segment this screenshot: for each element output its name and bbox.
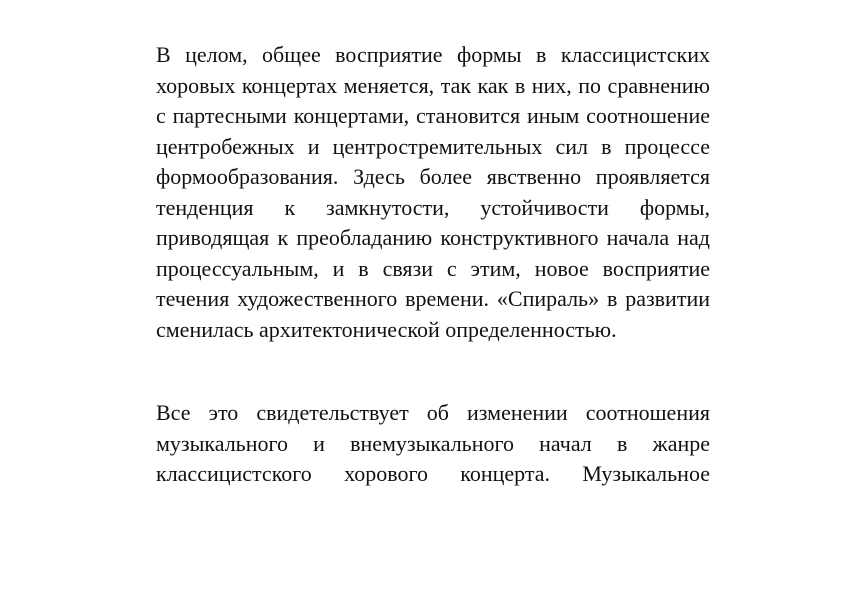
paragraph-1-line: хоровых концертах меняется, так как в них, по сравнению: [156, 72, 710, 98]
paragraph-1-line: В целом, общее восприятие формы в классицистских: [156, 42, 710, 67]
paragraph-1-line: течения художественного времени. «Спираль» в развитии: [156, 286, 710, 311]
paragraph-2-line: Все это свидетельствует об изменении соотношения: [156, 400, 710, 425]
paragraph-1-line: сменилась архитектонической определенностью.: [156, 316, 617, 342]
paragraph-1: [156, 40, 710, 345]
paragraph-2-line: классицистского хорового концерта. Музыкальное: [156, 461, 710, 486]
paragraph-1-line: тенденция к замкнутости, устойчивости формы,: [156, 194, 710, 220]
paragraph-1-line: приводящая к преобладанию конструктивного начала над: [156, 225, 710, 250]
paragraph-1-line: процессуальным, и в связи с этим, новое восприятие: [156, 255, 710, 281]
paragraph-1-line: с партесными концертами, становится иным соотношение: [156, 103, 710, 128]
paragraph-1-line: центробежных и центростремительных сил в процессе: [156, 133, 710, 159]
paragraph-1-line: формообразования. Здесь более явственно проявляется: [156, 164, 710, 189]
paragraph-2: [156, 398, 710, 490]
paragraph-2-line: музыкального и внемузыкального начал в жанре: [156, 430, 710, 456]
